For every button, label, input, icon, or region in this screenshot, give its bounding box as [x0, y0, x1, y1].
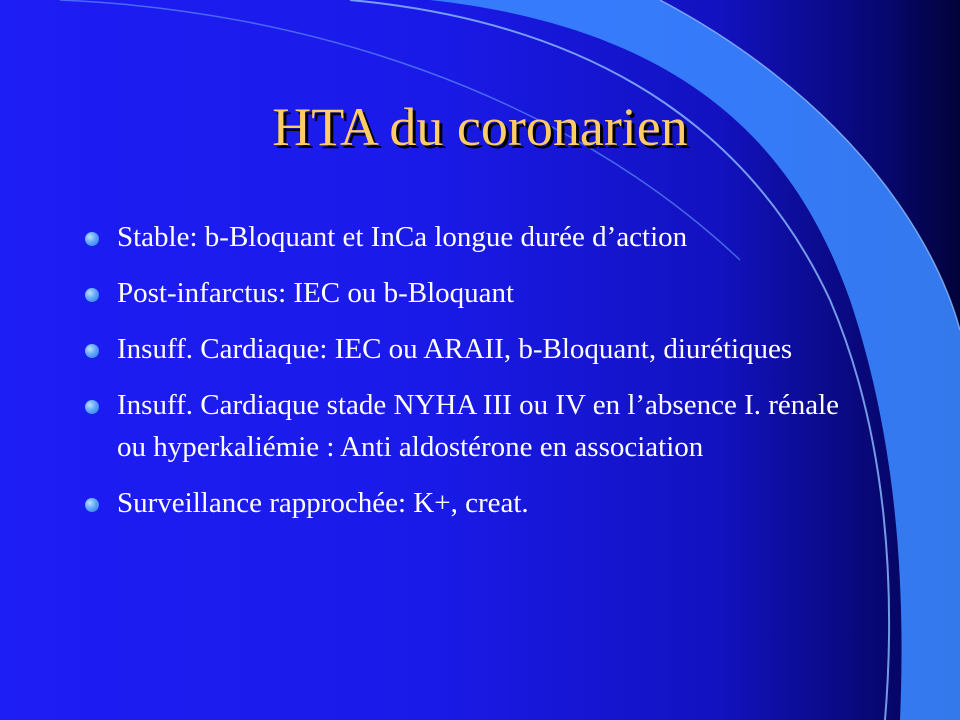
bullet-text: Surveillance rapprochée: K+, creat.: [117, 487, 529, 519]
slide-title: HTA du coronarien: [272, 97, 688, 157]
bullet-text: Post-infarctus: IEC ou b-Bloquant: [117, 277, 515, 309]
bullet-icon: [85, 288, 99, 302]
list-item: [85, 384, 875, 468]
bullet-icon: [85, 498, 99, 512]
bullet-text: Stable: b-Bloquant et InCa longue durée d’action: [117, 221, 688, 253]
list-item: [85, 482, 875, 524]
list-item: [85, 216, 875, 258]
list-item: [85, 328, 875, 370]
bullet-icon: [85, 232, 99, 246]
bullet-text: Insuff. Cardiaque stade NYHA III ou IV en l’absence I. rénale ou hyperkaliémie : Anti aldostérone en association: [117, 389, 840, 463]
bullet-icon: [85, 344, 99, 358]
bullet-icon: [85, 400, 99, 414]
list-item: [85, 272, 875, 314]
bullet-text: Insuff. Cardiaque: IEC ou ARAII, b-Bloquant, diurétiques: [117, 333, 793, 365]
bullet-list: [85, 216, 875, 538]
